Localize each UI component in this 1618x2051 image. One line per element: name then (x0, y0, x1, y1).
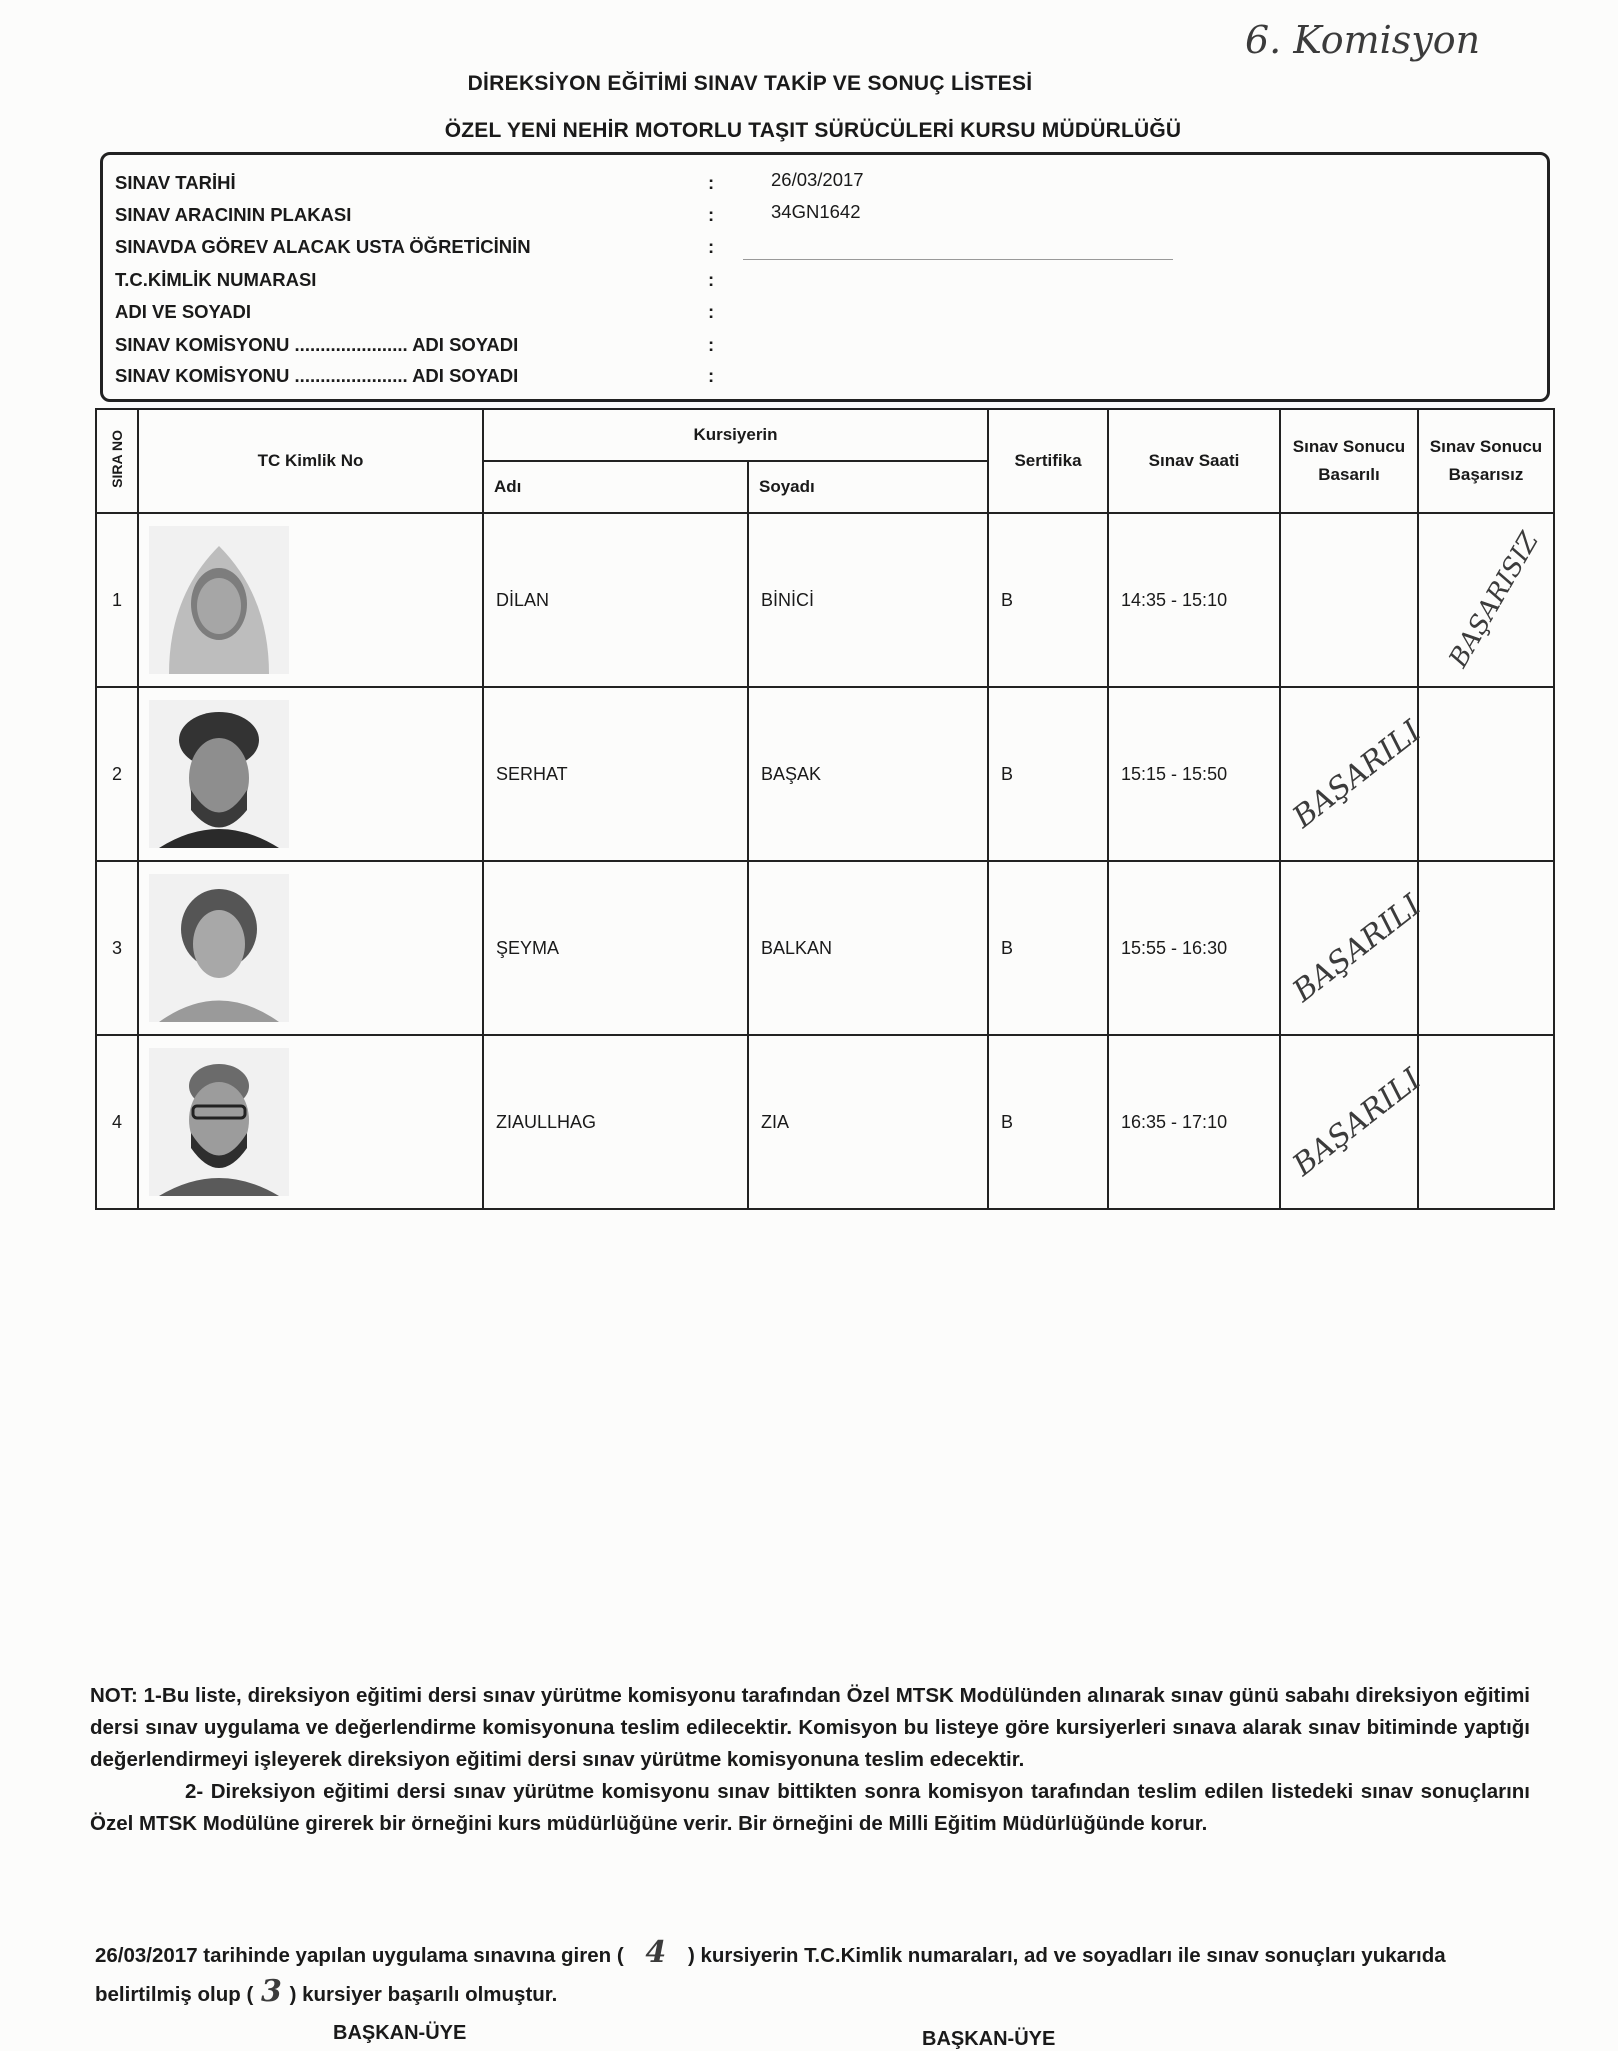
info-colon: : (708, 172, 715, 193)
exam-info-box (100, 152, 1550, 402)
header-sinav-saati: Sınav Saati (1108, 409, 1280, 513)
result-failed: BAŞARISIZ (1418, 513, 1554, 687)
info-colon: : (708, 334, 715, 355)
first-name: SERHAT (483, 687, 748, 861)
info-colon: : (708, 365, 715, 386)
last-name: BAŞAK (748, 687, 988, 861)
summary-statement (95, 1935, 1535, 2013)
table-row (96, 1035, 1554, 1209)
info-value-plate: 34GN1642 (771, 201, 861, 222)
notes-section (90, 1680, 1530, 1840)
exam-time: 15:15 - 15:50 (1108, 687, 1280, 861)
info-value-exam-date: 26/03/2017 (771, 169, 864, 190)
exam-time: 14:35 - 15:10 (1108, 513, 1280, 687)
header-sira-no: SIRA NO (96, 409, 138, 513)
info-label-commission-1: SINAV KOMİSYONU ...................... ADI SOYADI (115, 334, 519, 355)
header-tc-kimlik: TC Kimlik No (138, 409, 483, 513)
student-photo (149, 700, 289, 848)
first-name: DİLAN (483, 513, 748, 687)
info-label-exam-date: SINAV TARİHİ (115, 172, 236, 193)
row-number: 2 (96, 687, 138, 861)
info-label-name: ADI VE SOYADI (115, 301, 252, 322)
info-label-tc-no: T.C.KİMLİK NUMARASI (115, 269, 317, 290)
exam-time: 15:55 - 16:30 (1108, 861, 1280, 1035)
summary-part-2: ) kursiyerin T.C.Kimlik numaraları, ad ve soyadları ile sınav sonuçları yukarıda belirtilmiş olup ( (95, 1944, 1446, 2006)
result-failed (1418, 1035, 1554, 1209)
row-number: 1 (96, 513, 138, 687)
last-name: BALKAN (748, 861, 988, 1035)
table-row (96, 861, 1554, 1035)
header-sertifika: Sertifika (988, 409, 1108, 513)
table-row (96, 687, 1554, 861)
handwritten-commission-note: 6. Komisyon (1245, 18, 1481, 62)
note-1: NOT: 1-Bu liste, direksiyon eğitimi dersi sınav yürütme komisyonu tarafından Özel MTSK Modülünden alınarak sınav günü sabahı direksiyon eğitimi dersi sınav uygulama ve değerlendirme komisyonuna teslim edilecektir. Komisyon bu listeye göre kursiyerleri sınava alarak sınav bitiminde yaptığı değerlendirmeyi işleyerek direksiyon eğitimi dersi sınav yürütme komisyonuna teslim edecektir. (90, 1684, 1530, 1771)
table-row (96, 513, 1554, 687)
student-photo (149, 874, 289, 1022)
result-passed: BAŞARILI (1280, 687, 1418, 861)
result-failed (1418, 861, 1554, 1035)
header-kursiyerin: Kursiyerin (483, 409, 988, 461)
header-basarili: Sınav Sonucu Basarılı (1280, 409, 1418, 513)
note-2: 2- Direksiyon eğitimi dersi sınav yürütme komisyonu sınav bittikten sonra komisyon tarafından teslim edilen listedeki sınav sonuçlarını Özel MTSK Modülüne girerek bir örneğini kurs müdürlüğüne verir. Bir örneğini de Milli Eğitim Müdürlüğünde korur. (90, 1780, 1530, 1835)
certificate: B (988, 513, 1108, 687)
result-passed: BAŞARILI (1280, 861, 1418, 1035)
results-table (95, 408, 1555, 1210)
info-colon: : (708, 204, 715, 225)
last-name: BİNİCİ (748, 513, 988, 687)
info-label-plate: SINAV ARACININ PLAKASI (115, 204, 352, 225)
tc-cell (138, 861, 483, 1035)
signature-right-label: BAŞKAN-ÜYE (922, 2028, 1056, 2050)
tc-cell (138, 513, 483, 687)
result-failed (1418, 687, 1554, 861)
exam-time: 16:35 - 17:10 (1108, 1035, 1280, 1209)
header-soyadi: Soyadı (748, 461, 988, 513)
signature-left-label: BAŞKAN-ÜYE (333, 2022, 467, 2044)
first-name: ZIAULLHAG (483, 1035, 748, 1209)
last-name: ZIA (748, 1035, 988, 1209)
info-colon: : (708, 301, 715, 322)
certificate: B (988, 861, 1108, 1035)
result-passed: BAŞARILI (1280, 1035, 1418, 1209)
summary-part-1: 26/03/2017 tarihinde yapılan uygulama sınavına giren ( (95, 1944, 624, 1967)
document-title: DİREKSİYON EĞİTİMİ SINAV TAKİP VE SONUÇ LİSTESİ (467, 72, 1033, 95)
student-photo (149, 526, 289, 674)
certificate: B (988, 687, 1108, 861)
tc-cell (138, 687, 483, 861)
result-passed (1280, 513, 1418, 687)
summary-count-total: 4 (645, 1935, 667, 1970)
info-colon: : (708, 236, 715, 257)
info-colon: : (708, 269, 715, 290)
header-basarisiz: Sınav Sonucu Başarısız (1418, 409, 1554, 513)
tc-cell (138, 1035, 483, 1209)
summary-part-3: ) kursiyer başarılı olmuştur. (289, 1983, 558, 2006)
first-name: ŞEYMA (483, 861, 748, 1035)
row-number: 4 (96, 1035, 138, 1209)
summary-count-passed: 3 (261, 1974, 282, 2009)
certificate: B (988, 1035, 1108, 1209)
redaction-line (743, 259, 1173, 260)
header-adi: Adı (483, 461, 748, 513)
info-label-commission-2: SINAV KOMİSYONU ...................... ADI SOYADI (115, 365, 519, 386)
student-photo (149, 1048, 289, 1196)
institution-title: ÖZEL YENİ NEHİR MOTORLU TAŞIT SÜRÜCÜLERİ KURSU MÜDÜRLÜĞÜ (444, 119, 1182, 142)
row-number: 3 (96, 861, 138, 1035)
info-label-instructor: SINAVDA GÖREV ALACAK USTA ÖĞRETİCİNİN (115, 236, 531, 257)
